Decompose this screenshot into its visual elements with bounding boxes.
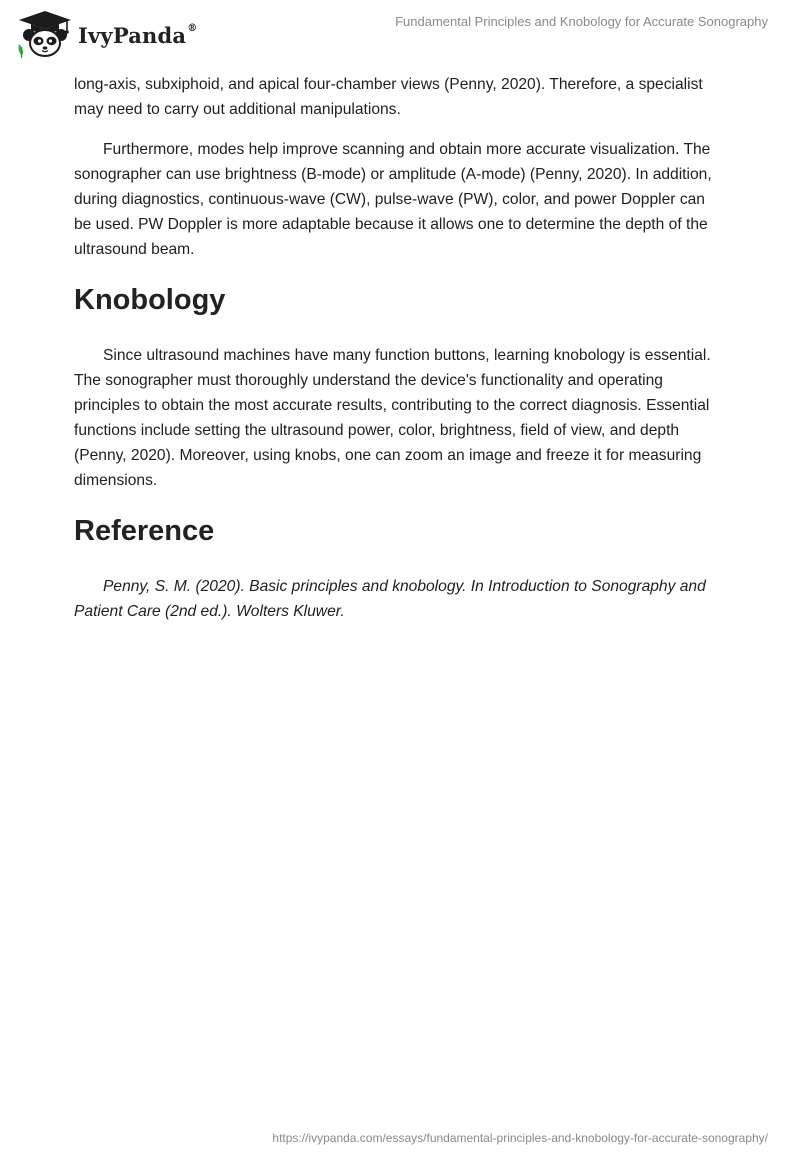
footer-url[interactable]: https://ivypanda.com/essays/fundamental-principles-and-knobology-for-accurate-sonography/ <box>272 1131 768 1145</box>
paragraph-continued: long-axis, subxiphoid, and apical four-chamber views (Penny, 2020). Therefore, a specialist may need to carry out additional manipulations. <box>74 76 703 118</box>
heading-knobology: Knobology <box>74 284 226 316</box>
paragraph-knobology: Since ultrasound machines have many function buttons, learning knobology is essential. The sonographer must thoroughly understand the device's functionality and operating principles to obtain the most accurate results, contributing to the correct diagnosis. Essential functions include setting the ultrasound power, color, brightness, field of view, and depth (Penny, 2020). Moreover, using knobs, one can zoom an image and freeze it for measuring dimensions. <box>74 347 711 489</box>
ivypanda-logo[interactable] <box>16 9 197 59</box>
trademark-symbol: ® <box>187 22 198 34</box>
panda-logo-icon <box>16 9 74 59</box>
heading-reference: Reference <box>74 515 215 547</box>
brand-label: IvyPanda <box>78 22 187 48</box>
paragraph-modes: Furthermore, modes help improve scanning and obtain more accurate visualization. The sonographer can use brightness (B-mode) or amplitude (A-mode) (Penny, 2020). In addition, during diagnostics, continuous-wave (CW), pulse-wave (PW), color, and power Doppler can be used. PW Doppler is more adaptable because it allows one to determine the depth of the ultrasound beam. <box>74 141 712 258</box>
reference-entry: Penny, S. M. (2020). Basic principles and knobology. In Introduction to Sonography and Patient Care (2nd ed.). Wolters Kluwer. <box>74 578 706 620</box>
essay-content <box>74 72 726 624</box>
brand-name <box>78 23 197 48</box>
document-title: Fundamental Principles and Knobology for Accurate Sonography <box>395 14 768 29</box>
page-header <box>0 0 800 64</box>
